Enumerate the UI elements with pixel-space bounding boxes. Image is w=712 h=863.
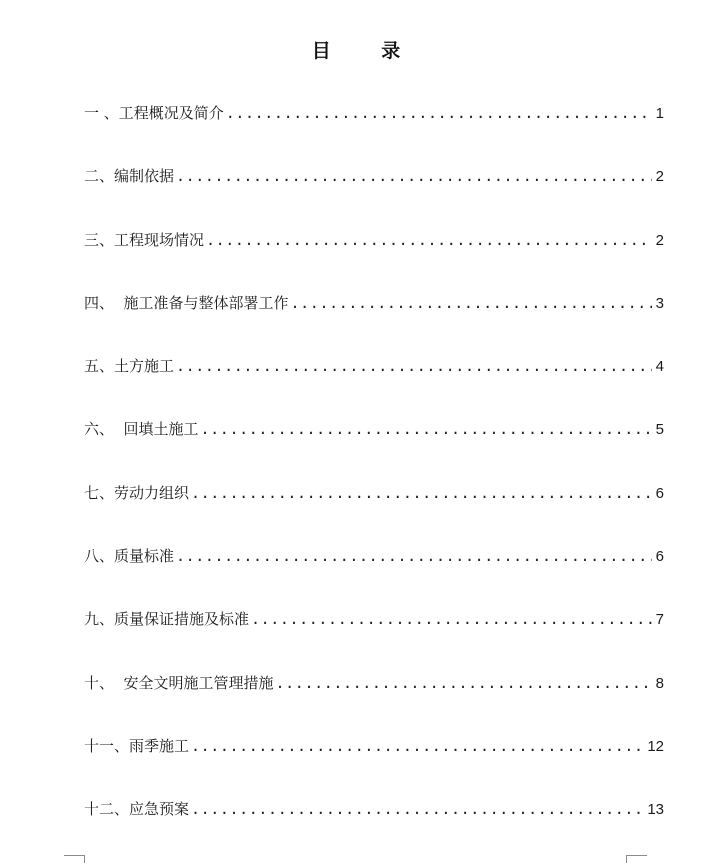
dot-leader (191, 731, 643, 761)
toc-entry-7[interactable] (84, 478, 664, 541)
toc-entry-1[interactable] (84, 98, 664, 161)
toc-entry-11[interactable] (84, 731, 664, 794)
toc-entry-page-number: 13 (647, 801, 664, 819)
toc-entry-label: 二、编制依据 (84, 167, 175, 186)
dot-leader (201, 414, 652, 444)
toc-entry-page-number: 6 (655, 484, 664, 502)
toc-entry-page-number: 5 (655, 421, 664, 439)
dot-leader (226, 98, 652, 128)
toc-entry-2[interactable] (84, 161, 664, 224)
toc-entry-page-number: 1 (655, 105, 664, 122)
toc-entry-label: 五、土方施工 (84, 357, 175, 376)
toc-entry-page-number: 2 (655, 168, 664, 186)
toc-entry-9[interactable] (84, 604, 664, 667)
toc-entry-4[interactable] (84, 288, 664, 351)
toc-entry-3[interactable] (84, 225, 664, 288)
toc-entry-label: 十二、应急预案 (84, 800, 190, 819)
toc-entry-12[interactable] (84, 794, 664, 857)
toc-entry-5[interactable] (84, 351, 664, 414)
dot-leader (176, 351, 652, 381)
toc-entry-label: 六、 回填土施工 (84, 420, 199, 439)
toc-entry-page-number: 12 (647, 737, 664, 755)
toc-entry-8[interactable] (84, 541, 664, 604)
table-of-contents (84, 98, 664, 858)
toc-entry-6[interactable] (84, 414, 664, 477)
dot-leader (191, 794, 643, 824)
toc-entry-page-number: 3 (655, 294, 664, 312)
toc-entry-page-number: 8 (655, 674, 664, 692)
dot-leader (176, 541, 652, 571)
toc-entry-page-number: 6 (655, 548, 664, 566)
dot-leader (206, 225, 652, 255)
toc-entry-10[interactable] (84, 668, 664, 731)
toc-entry-label: 七、劳动力组织 (84, 483, 190, 502)
toc-title: 目 录 (311, 40, 423, 62)
toc-entry-page-number: 4 (655, 358, 664, 376)
dot-leader (191, 478, 652, 508)
toc-entry-label: 九、质量保证措施及标准 (84, 610, 250, 629)
dot-leader (291, 288, 652, 318)
toc-entry-label: 八、质量标准 (84, 547, 175, 566)
toc-entry-label: 十、 安全文明施工管理措施 (84, 673, 274, 692)
toc-entry-label: 三、工程现场情况 (84, 230, 205, 249)
dot-leader (176, 161, 652, 191)
toc-entry-label: 四、 施工准备与整体部署工作 (84, 293, 289, 312)
dot-leader (251, 604, 652, 634)
toc-entry-label: 十一、雨季施工 (84, 736, 190, 755)
toc-entry-page-number: 7 (655, 611, 664, 629)
toc-entry-label: 一 、工程概况及简介 (84, 104, 224, 122)
toc-entry-page-number: 2 (655, 231, 664, 249)
dot-leader (276, 668, 652, 698)
